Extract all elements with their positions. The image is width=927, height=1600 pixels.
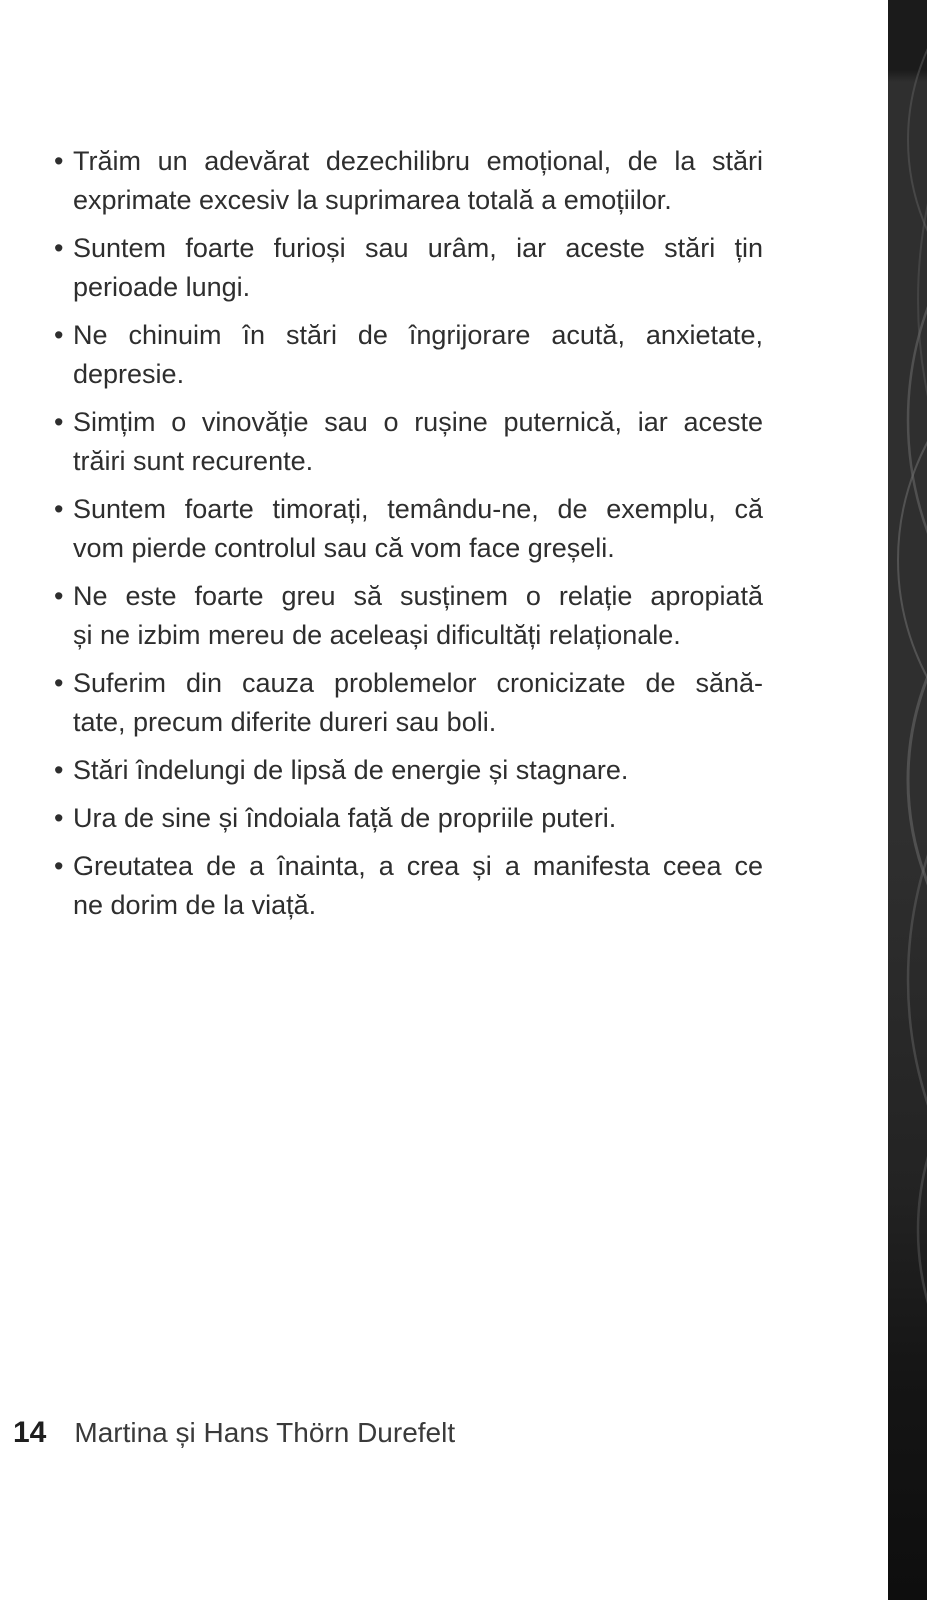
bullet-marker: • <box>54 233 64 263</box>
page-number: 14 <box>13 1416 47 1449</box>
footer-author-name: Martina și Hans Thörn Durefelt <box>74 1417 456 1448</box>
bullet-marker: • <box>54 146 64 176</box>
swirl-arc-circles <box>898 0 927 1500</box>
bullet-line: Ura de sine și îndoiala față de propriile puteri. <box>73 803 617 833</box>
list-item <box>54 403 763 481</box>
bullet-line: perioade lungi. <box>73 272 251 302</box>
bullet-line: vom pierde controlul sau că vom face greșeli. <box>73 533 615 563</box>
bullet-line: depresie. <box>73 359 185 389</box>
bullet-line: exprimate excesiv la suprimarea totală a emoțiilor. <box>73 185 672 215</box>
list-item <box>54 751 763 790</box>
list-item <box>54 847 763 925</box>
list-item <box>54 229 763 307</box>
bullet-marker: • <box>54 668 64 698</box>
bullet-line: Simțim o vinovăție sau o rușine puternică, iar aceste <box>73 407 763 437</box>
bullet-marker: • <box>54 803 64 833</box>
bullet-line: Suntem foarte furioși sau urâm, iar aceste stări țin <box>73 233 763 263</box>
bullet-line: Stări îndelungi de lipsă de energie și stagnare. <box>73 755 629 785</box>
bullet-line: trăiri sunt recurente. <box>73 446 314 476</box>
page-footer <box>13 1413 455 1452</box>
bullet-line: tate, precum diferite dureri sau boli. <box>73 707 497 737</box>
bullet-marker: • <box>54 407 64 437</box>
bullet-line: Greutatea de a înainta, a crea și a manifesta ceea ce <box>73 851 763 881</box>
bullet-line: Ne este foarte greu să susținem o relație apropiată <box>73 581 763 611</box>
bullet-line: Suntem foarte timorați, temându-ne, de exemplu, că <box>73 494 763 524</box>
bullet-marker: • <box>54 755 64 785</box>
list-item <box>54 664 763 742</box>
bullet-line: Ne chinuim în stări de îngrijorare acută, anxietate, <box>73 320 763 350</box>
bullet-line: Trăim un adevărat dezechilibru emoțional, de la stări <box>73 146 763 176</box>
list-item <box>54 490 763 568</box>
bullet-marker: • <box>54 494 64 524</box>
list-item <box>54 316 763 394</box>
bullet-marker: • <box>54 581 64 611</box>
bullet-marker: • <box>54 851 64 881</box>
list-item <box>54 799 763 838</box>
bullet-list <box>54 142 763 934</box>
list-item <box>54 142 763 220</box>
book-edge-decoration <box>888 0 927 1600</box>
bullet-line: și ne izbim mereu de aceleași dificultăți relaționale. <box>73 620 681 650</box>
swirl-arcs-graphic <box>888 0 927 1600</box>
bullet-marker: • <box>54 320 64 350</box>
bullet-line: Suferim din cauza problemelor cronicizate de sănă- <box>73 668 763 698</box>
list-item <box>54 577 763 655</box>
bullet-line: ne dorim de la viață. <box>73 890 317 920</box>
